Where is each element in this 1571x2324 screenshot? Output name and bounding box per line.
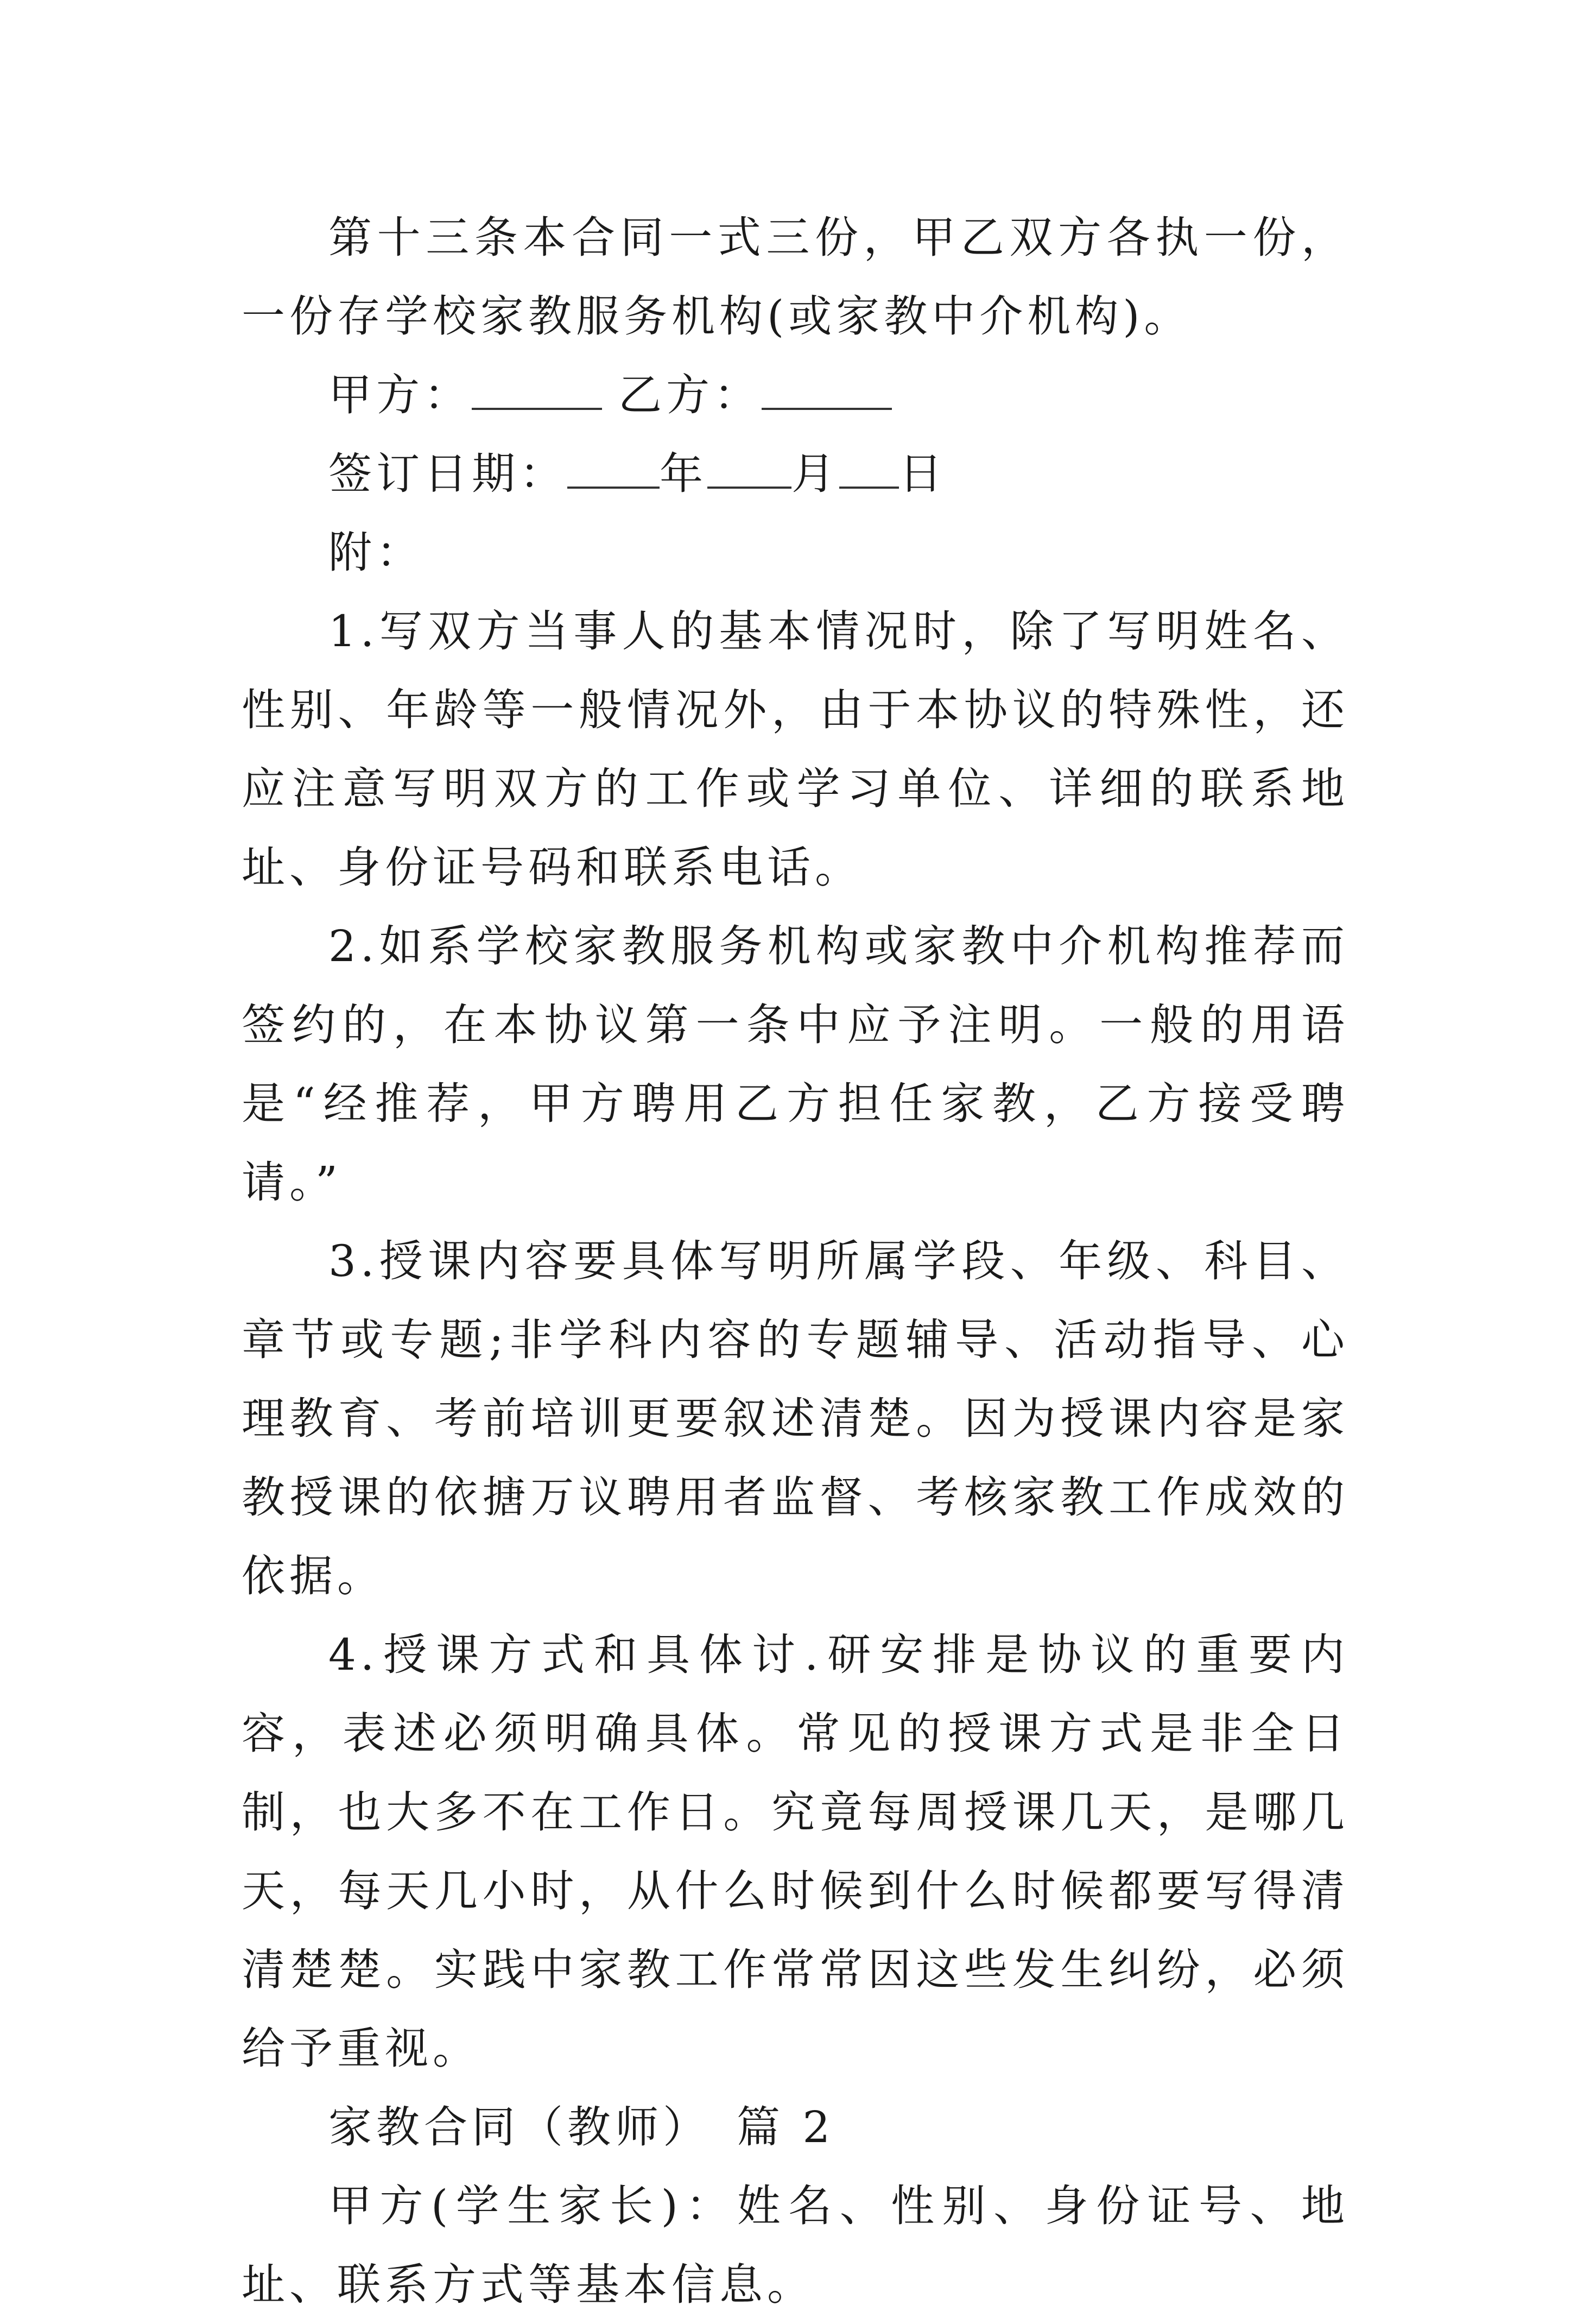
month-blank — [707, 449, 791, 489]
section-title: 家教合同（教师） 篇 2 — [328, 2102, 835, 2152]
year-label: 年 — [660, 449, 707, 499]
party-a-label: 甲方： — [328, 370, 472, 420]
year-blank — [567, 449, 660, 489]
sign-date-label: 签订日期： — [328, 449, 567, 499]
day-label: 日 — [899, 449, 947, 499]
party-b-label: 乙方： — [618, 370, 762, 420]
note-1: 1.写双方当事人的基本情况时，除了写明姓名、性别、年龄等一般情况外，由于本协议的特殊性，还应注意写明双方的工作或学习单位、详细的联系地址、身份证号码和联系电话。 — [242, 606, 1349, 893]
day-blank — [839, 449, 899, 489]
month-label: 月 — [791, 449, 839, 499]
appendix-label: 附： — [328, 527, 424, 578]
party-b-blank — [762, 370, 892, 410]
party-a-intro: 甲方(学生家长)：姓名、性别、身份证号、地址、联系方式等基本信息。 — [242, 2181, 1349, 2310]
party-a-blank — [472, 370, 602, 410]
document-body — [242, 198, 1349, 2324]
signature-line — [242, 356, 1349, 434]
note-3: 3.授课内容要具体写明所属学段、年级、科目、章节或专题;非学科内容的专题辅导、活动指导、心理教育、考前培训更要叙述清楚。因为授课内容是家教授课的依搪万议聘用者监督、考核家教工作成效的依据。 — [242, 1236, 1349, 1601]
sign-date-line — [242, 434, 1349, 513]
note-4: 4.授课方式和具体讨.研安排是协议的重要内容，表述必须明确具体。常见的授课方式是非全日制，也大多不在工作日。究竟每周授课几天，是哪几天，每天几小时，从什么时候到什么时候都要写得清清楚楚。实践中家教工作常常因这些发生纠纷，必须给予重视。 — [242, 1630, 1349, 2074]
clause-13: 第十三条本合同一式三份，甲乙双方各执一份，一份存学校家教服务机构(或家教中介机构)。 — [242, 212, 1349, 342]
note-2: 2.如系学校家教服务机构或家教中介机构推荐而签约的，在本协议第一条中应予注明。一般的用语是“经推荐，甲方聘用乙方担任家教，乙方接受聘请。” — [242, 921, 1349, 1208]
